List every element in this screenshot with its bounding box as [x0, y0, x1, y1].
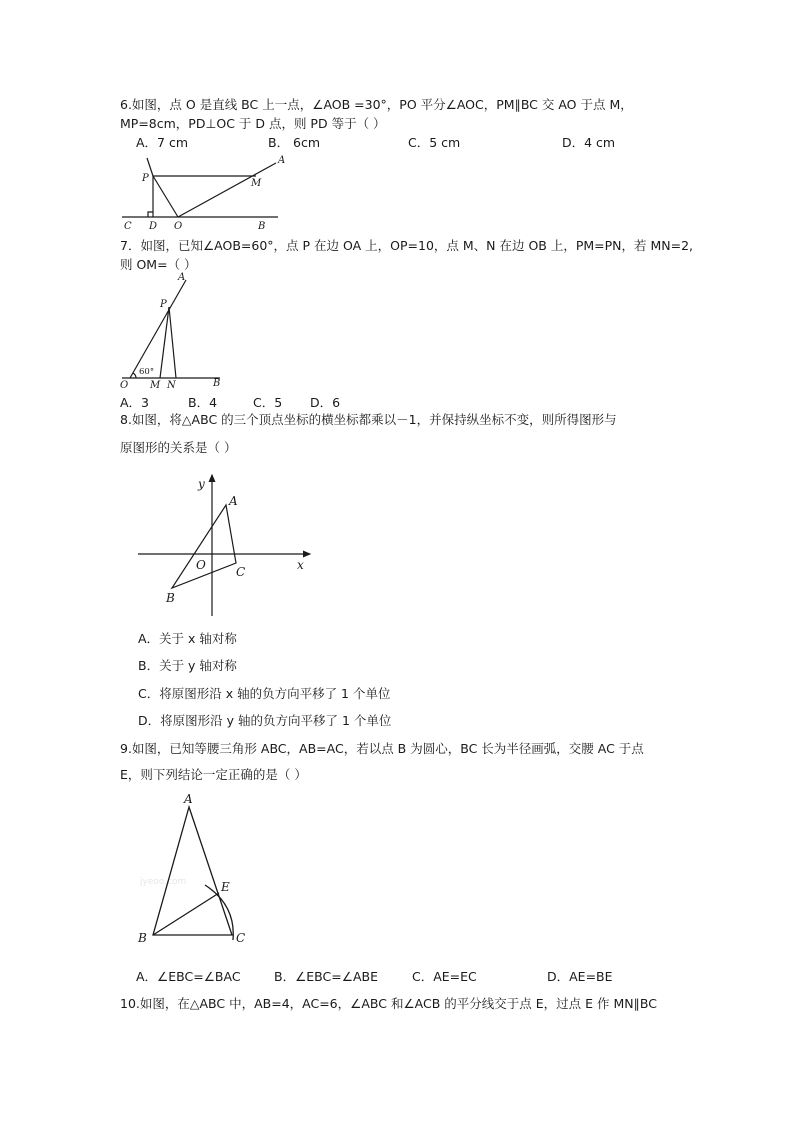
q6-line-top: [147, 158, 153, 176]
q6-label-c: C: [124, 221, 132, 232]
q9-label-b: B: [138, 931, 147, 945]
q6-text-line1: 6.如图，点 O 是直线 BC 上一点，∠AOB =30°，PO 平分∠AOC，PM∥BC 交 AO 于点 M，: [120, 97, 633, 112]
q6-line-oa: [178, 163, 276, 217]
q7-label-angle: 60°: [139, 367, 155, 377]
q9-text-line2: E，则下列结论一定正确的是（ ）: [120, 767, 307, 782]
q6-label-b: B: [258, 221, 266, 232]
q7-option-c: C．5: [253, 395, 283, 410]
q8-triangle-abc: [172, 505, 236, 588]
q9-watermark: jyeoo.com: [140, 877, 187, 887]
q7-text-line1: 7．如图，已知∠AOB=60°，点 P 在边 OA 上，OP=10，点 M、N 在边 OB 上，PM=PN，若 MN=2,: [120, 238, 694, 253]
q9-line-be: [153, 893, 219, 935]
q7-option-d: D．6: [310, 395, 341, 410]
q9-option-c: C．AE=EC: [412, 969, 477, 984]
q7-label-a: A: [178, 272, 186, 283]
q9-option-a: A．∠EBC=∠BAC: [136, 969, 241, 984]
q7-option-a: A．3: [120, 395, 150, 410]
q7-text-line2: 则 OM=（ ）: [120, 257, 197, 272]
q9-triangle-abc: [153, 807, 232, 935]
q6-right-angle-mark: [148, 212, 153, 217]
q7-line-oa: [130, 280, 186, 378]
q8-label-b: B: [166, 591, 175, 605]
q7-line-pn: [169, 307, 176, 378]
q8-text-line2: 原图形的关系是（ ）: [120, 440, 237, 455]
q9-label-c: C: [236, 931, 246, 945]
q9-option-b: B．∠EBC=∠ABE: [274, 969, 378, 984]
q9-label-e: E: [221, 880, 230, 894]
q6-option-b: B． 6cm: [268, 135, 321, 150]
q9-text-line1: 9.如图，已知等腰三角形 ABC，AB=AC，若以点 B 为圆心，BC 长为半径画弧，交腰 AC 于点: [120, 741, 644, 756]
q8-option-a: A．关于 x 轴对称: [138, 631, 237, 646]
q9-label-a: A: [184, 792, 193, 806]
q6-label-m: M: [251, 178, 262, 189]
q6-label-o: O: [174, 221, 183, 232]
q6-option-d: D．4 cm: [562, 135, 616, 150]
q8-option-d: D．将原图形沿 y 轴的负方向平移了 1 个单位: [138, 713, 392, 728]
q9-arc: [205, 885, 233, 940]
q8-label-y: y: [198, 477, 205, 491]
q6-option-a: A．7 cm: [136, 135, 189, 150]
q8-option-b: B．关于 y 轴对称: [138, 658, 237, 673]
q8-label-o: O: [196, 558, 206, 572]
q6-line-po: [153, 176, 178, 217]
q7-label-o: O: [120, 380, 129, 391]
q8-text-line1: 8.如图，将△ABC 的三个顶点坐标的横坐标都乘以－1，并保持纵坐标不变，则所得图形与: [120, 412, 617, 427]
q8-label-c: C: [236, 565, 246, 579]
q7-label-n: N: [167, 380, 176, 391]
q8-option-c: C．将原图形沿 x 轴的负方向平移了 1 个单位: [138, 686, 391, 701]
q9-option-d: D．AE=BE: [547, 969, 613, 984]
q7-line-pm: [160, 307, 169, 378]
q10-text-line1: 10.如图，在△ABC 中，AB=4，AC=6，∠ABC 和∠ACB 的平分线交于点 E，过点 E 作 MN∥BC: [120, 996, 657, 1011]
q8-label-x: x: [297, 558, 304, 572]
q6-text-line2: MP=8cm，PD⊥OC 于 D 点，则 PD 等于（ ）: [120, 116, 386, 131]
q7-label-p: P: [160, 299, 167, 310]
q6-label-a: A: [278, 155, 286, 166]
q8-label-a: A: [229, 494, 238, 508]
q6-label-d: D: [149, 221, 158, 232]
q7-option-b: B．4: [188, 395, 218, 410]
q7-angle-arc: [133, 373, 136, 378]
q6-option-c: C．5 cm: [408, 135, 461, 150]
q7-label-b: B: [213, 378, 221, 389]
q6-label-p: P: [142, 173, 149, 184]
q7-label-m: M: [150, 380, 161, 391]
